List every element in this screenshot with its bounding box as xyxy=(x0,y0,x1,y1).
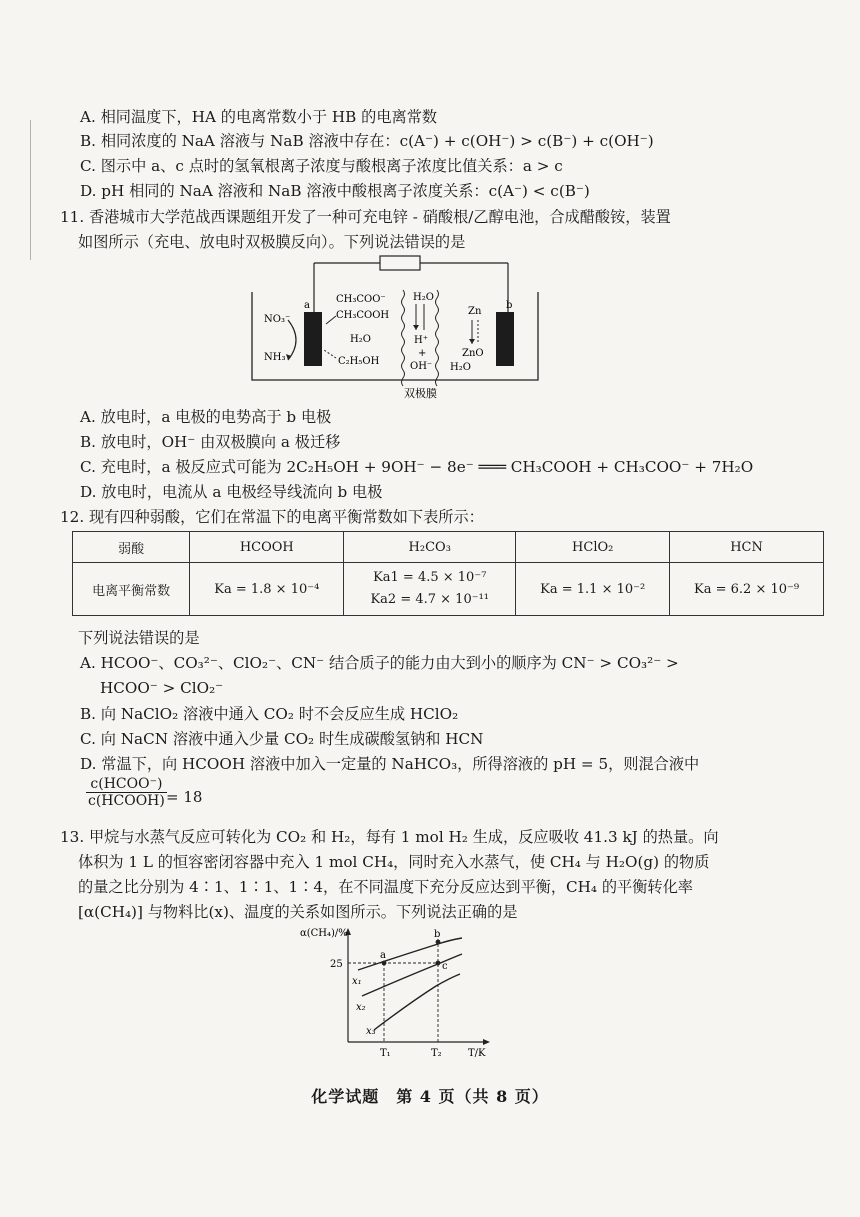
species-no3: NO₃⁻ xyxy=(264,314,291,325)
q11-stem-line1: 11. 香港城市大学范战西课题组开发了一种可充电锌 - 硝酸根/乙醇电池，合成醋酸铵，装置 xyxy=(60,208,671,226)
point-a xyxy=(382,961,387,966)
table-row-label: 电离平衡常数 xyxy=(73,563,190,616)
species-zno: ZnO xyxy=(462,348,484,359)
table-header-acid: 弱酸 xyxy=(73,532,190,563)
y-axis-label: α(CH₄)/% xyxy=(300,928,348,939)
point-c xyxy=(436,961,441,966)
fraction-numerator: c(HCOO⁻) xyxy=(86,776,167,793)
q12-option-c: C. 向 NaCN 溶液中通入少量 CO₂ 时生成碳酸氢钠和 HCN xyxy=(80,730,484,748)
q10-option-b: B. 相同浓度的 NaA 溶液与 NaB 溶液中存在：c(A⁻) + c(OH⁻) > c(B⁻) + c(OH⁻) xyxy=(80,132,654,150)
fraction-value: = 18 xyxy=(166,788,203,806)
species-h2o-left: H₂O xyxy=(350,334,371,345)
x-tick-t1: T₁ xyxy=(380,1048,391,1059)
species-nh3: NH₃ xyxy=(264,352,286,363)
bipolar-membrane-right xyxy=(436,290,439,386)
q12-stem: 12. 现有四种弱酸，它们在常温下的电离平衡常数如下表所示： xyxy=(60,508,484,526)
species-plus: + xyxy=(418,348,427,359)
resistor xyxy=(380,256,420,270)
electrolytic-cell xyxy=(252,292,538,380)
fraction-denominator: c(HCOOH) xyxy=(88,793,165,809)
x-tick-t2: T₂ xyxy=(431,1048,442,1059)
species-ch3cooh: CH₃COOH xyxy=(336,310,390,321)
table-header-hcooh: HCOOH xyxy=(190,532,344,563)
species-h2o-right: H₂O xyxy=(450,362,471,373)
q12-option-d: D. 常温下，向 HCOOH 溶液中加入一定量的 NaHCO₃，所得溶液的 pH = 5，则混合液中 xyxy=(80,755,700,773)
species-zn: Zn xyxy=(468,306,482,317)
q12-option-b: B. 向 NaClO₂ 溶液中通入 CO₂ 时不会反应生成 HClO₂ xyxy=(80,705,459,723)
margin-line xyxy=(30,120,31,260)
q12-option-a-line2: HCOO⁻ > ClO₂⁻ xyxy=(100,679,224,697)
species-oh-minus: OH⁻ xyxy=(410,361,433,372)
table-header-hcn: HCN xyxy=(670,532,824,563)
bipolar-membrane-label: 双极膜 xyxy=(404,387,437,400)
battery-diagram xyxy=(240,250,560,402)
series-x3-label: x₃ xyxy=(366,1026,376,1037)
electrode-b xyxy=(496,312,514,366)
table-cell-hcn: Ka = 6.2 × 10⁻⁹ xyxy=(670,563,824,616)
table-cell-h2co3-ka2: Ka2 = 4.7 × 10⁻¹¹ xyxy=(370,592,490,607)
electrode-a xyxy=(304,312,322,366)
q13-stem-line3: 的量之比分别为 4∶1、1∶1、1∶4，在不同温度下充分反应达到平衡，CH₄ 的平衡转化率 xyxy=(78,878,693,896)
q11-stem-line2: 如图所示（充电、放电时双极膜反向）。下列说法错误的是 xyxy=(78,233,466,251)
bipolar-membrane-left xyxy=(402,290,405,386)
table-cell-hclo2: Ka = 1.1 × 10⁻² xyxy=(516,563,670,616)
q12-option-a-line1: A. HCOO⁻、CO₃²⁻、ClO₂⁻、CN⁻ 结合质子的能力由大到小的顺序为 CN⁻ > CO₃²⁻ > xyxy=(80,654,679,672)
point-a-label: a xyxy=(380,950,386,961)
q10-option-a: A. 相同温度下，HA 的电离常数小于 HB 的电离常数 xyxy=(80,108,438,126)
arrow-ethanol-dashed xyxy=(324,350,336,358)
species-h2o-membrane: H₂O xyxy=(413,292,434,303)
page-footer: 化学试题 第 4 页（共 8 页） xyxy=(311,1087,549,1106)
series-x3-curve xyxy=(374,974,460,1030)
table-header-h2co3: H₂CO₃ xyxy=(344,532,516,563)
q10-option-d: D. pH 相同的 NaA 溶液和 NaB 溶液中酸根离子浓度关系：c(A⁻) < c(B⁻) xyxy=(80,182,590,200)
x-axis-label: T/K xyxy=(468,1048,486,1059)
acid-constant-table xyxy=(72,531,824,616)
series-x1-label: x₁ xyxy=(352,976,362,987)
q13-stem-line2: 体积为 1 L 的恒容密闭容器中充入 1 mol CH₄，同时充入水蒸气，使 CH₄ 与 H₂O(g) 的物质 xyxy=(78,853,710,871)
series-x2-label: x₂ xyxy=(356,1002,366,1013)
table-cell-h2co3 xyxy=(344,563,516,616)
q11-option-b: B. 放电时，OH⁻ 由双极膜向 a 极迁移 xyxy=(80,433,341,451)
arrow-no3-nh3 xyxy=(288,320,296,360)
y-tick-25: 25 xyxy=(330,959,343,970)
q13-stem-line1: 13. 甲烷与水蒸气反应可转化为 CO₂ 和 H₂，每有 1 mol H₂ 生成，反应吸收 41.3 kJ 的热量。向 xyxy=(60,828,719,846)
electrode-a-label: a xyxy=(304,300,310,311)
q12-ask: 下列说法错误的是 xyxy=(78,629,200,647)
point-c-label: c xyxy=(442,961,448,972)
table-cell-hcooh: Ka = 1.8 × 10⁻⁴ xyxy=(190,563,344,616)
point-b xyxy=(436,940,441,945)
q11-option-c: C. 充电时，a 极反应式可能为 2C₂H₅OH + 9OH⁻ − 8e⁻ ═══ CH₃COOH + CH₃COO⁻ + 7H₂O xyxy=(80,458,754,476)
q11-option-a: A. 放电时，a 电极的电势高于 b 电极 xyxy=(80,408,332,426)
q10-option-c: C. 图示中 a、c 点时的氢氧根离子浓度与酸根离子浓度比值关系：a > c xyxy=(80,157,563,175)
arrow-acetate xyxy=(326,316,336,324)
fraction-hcoo-hcooh xyxy=(86,776,167,809)
species-c2h5oh: C₂H₅OH xyxy=(338,356,380,367)
point-b-label: b xyxy=(434,929,441,940)
species-h-plus: H⁺ xyxy=(414,335,428,346)
q11-option-d: D. 放电时，电流从 a 电极经导线流向 b 电极 xyxy=(80,483,383,501)
q13-stem-line4: [α(CH₄)] 与物料比(x)、温度的关系如图所示。下列说法正确的是 xyxy=(78,903,518,921)
conversion-chart xyxy=(290,922,500,1060)
table-header-hclo2: HClO₂ xyxy=(516,532,670,563)
table-cell-h2co3-ka1: Ka1 = 4.5 × 10⁻⁷ xyxy=(373,570,487,585)
electrode-b-label: b xyxy=(506,300,513,311)
species-ch3coo: CH₃COO⁻ xyxy=(336,294,386,305)
